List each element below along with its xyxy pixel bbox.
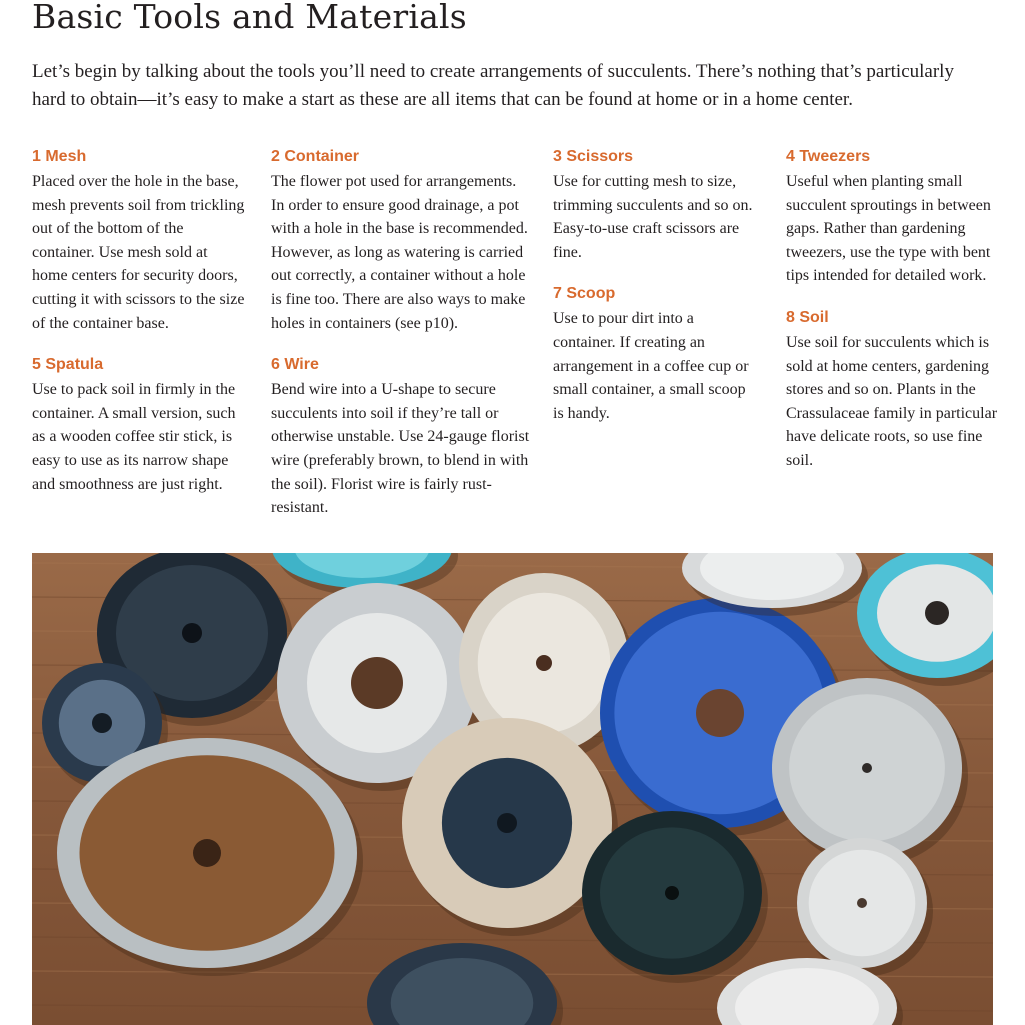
pots-photo (32, 553, 993, 1025)
item-wire (271, 353, 533, 520)
item-tweezers (786, 145, 998, 288)
item-container (271, 145, 533, 335)
drainage-hole (925, 601, 949, 625)
item-scissors (553, 145, 753, 264)
item-scoop (553, 282, 753, 425)
drainage-hole (182, 623, 202, 643)
item-title: 5 Spatula (32, 356, 104, 374)
drainage-hole (351, 657, 403, 709)
drainage-hole (857, 898, 867, 908)
item-body: The flower pot used for arrangements. In order to ensure good drainage, a pot with a hole in the base is recommended. However, as long as watering is carried out correctly, a container without a hole is fine too. There are also ways to make holes in containers (see p10). (271, 173, 528, 332)
intro-paragraph: Let’s begin by talking about the tools you’ll need to create arrangements of succulents. There’s nothing that’s particularly hard to obtain—it’s easy to make a start as these are all items that can be found at home or in a home center. (32, 61, 954, 110)
item-body: Useful when planting small succulent sproutings in between gaps. Rather than gardening tweezers, use the type with bent tips intended for detailed work. (786, 173, 991, 285)
item-soil (786, 306, 998, 473)
drainage-hole (193, 839, 221, 867)
item-body: Bend wire into a U-shape to secure succulents into soil if they’re tall or otherwise unstable. Use 24-gauge florist wire (preferably brown, to blend in with the soil). Florist wire is fairly rust-resistant. (271, 381, 530, 517)
column-1 (32, 145, 247, 514)
column-3 (553, 145, 753, 443)
drainage-hole (92, 713, 112, 733)
drainage-hole (862, 763, 872, 773)
column-4 (786, 145, 998, 491)
item-title: 1 Mesh (32, 148, 87, 165)
item-title: 4 Tweezers (786, 148, 871, 165)
item-body: Use for cutting mesh to size, trimming succulents and so on. Easy-to-use craft scissors are fine. (553, 173, 753, 261)
drainage-hole (497, 813, 517, 833)
item-body: Use to pour dirt into a container. If creating an arrangement in a coffee cup or small container, a small scoop is handy. (553, 310, 749, 422)
pots-illustration (32, 553, 993, 1025)
column-2 (271, 145, 533, 538)
item-title: 8 Soil (786, 308, 829, 326)
item-body: Use to pack soil in firmly in the container. A small version, such as a wooden coffee stir stick, is easy to use as its narrow shape and smoothness are just right. (32, 381, 236, 493)
item-title: 6 Wire (271, 356, 319, 374)
item-title: 2 Container (271, 148, 360, 165)
item-body: Placed over the hole in the base, mesh prevents soil from trickling out of the bottom of the container. Use mesh sold at home centers for security doors, cutting it with scissors to the size of the container base. (32, 173, 245, 332)
item-title: 3 Scissors (553, 148, 634, 165)
item-body: Use soil for succulents which is sold at home centers, gardening stores and so on. Plants in the Crassulaceae family in particular have delicate roots, so use fine soil. (786, 333, 998, 469)
item-spatula (32, 353, 247, 496)
item-mesh (32, 145, 247, 335)
drainage-hole (696, 689, 744, 737)
page-title: Basic Tools and Materials (32, 0, 467, 36)
drainage-hole (536, 655, 552, 671)
item-title: 7 Scoop (553, 285, 616, 303)
drainage-hole (665, 886, 679, 900)
